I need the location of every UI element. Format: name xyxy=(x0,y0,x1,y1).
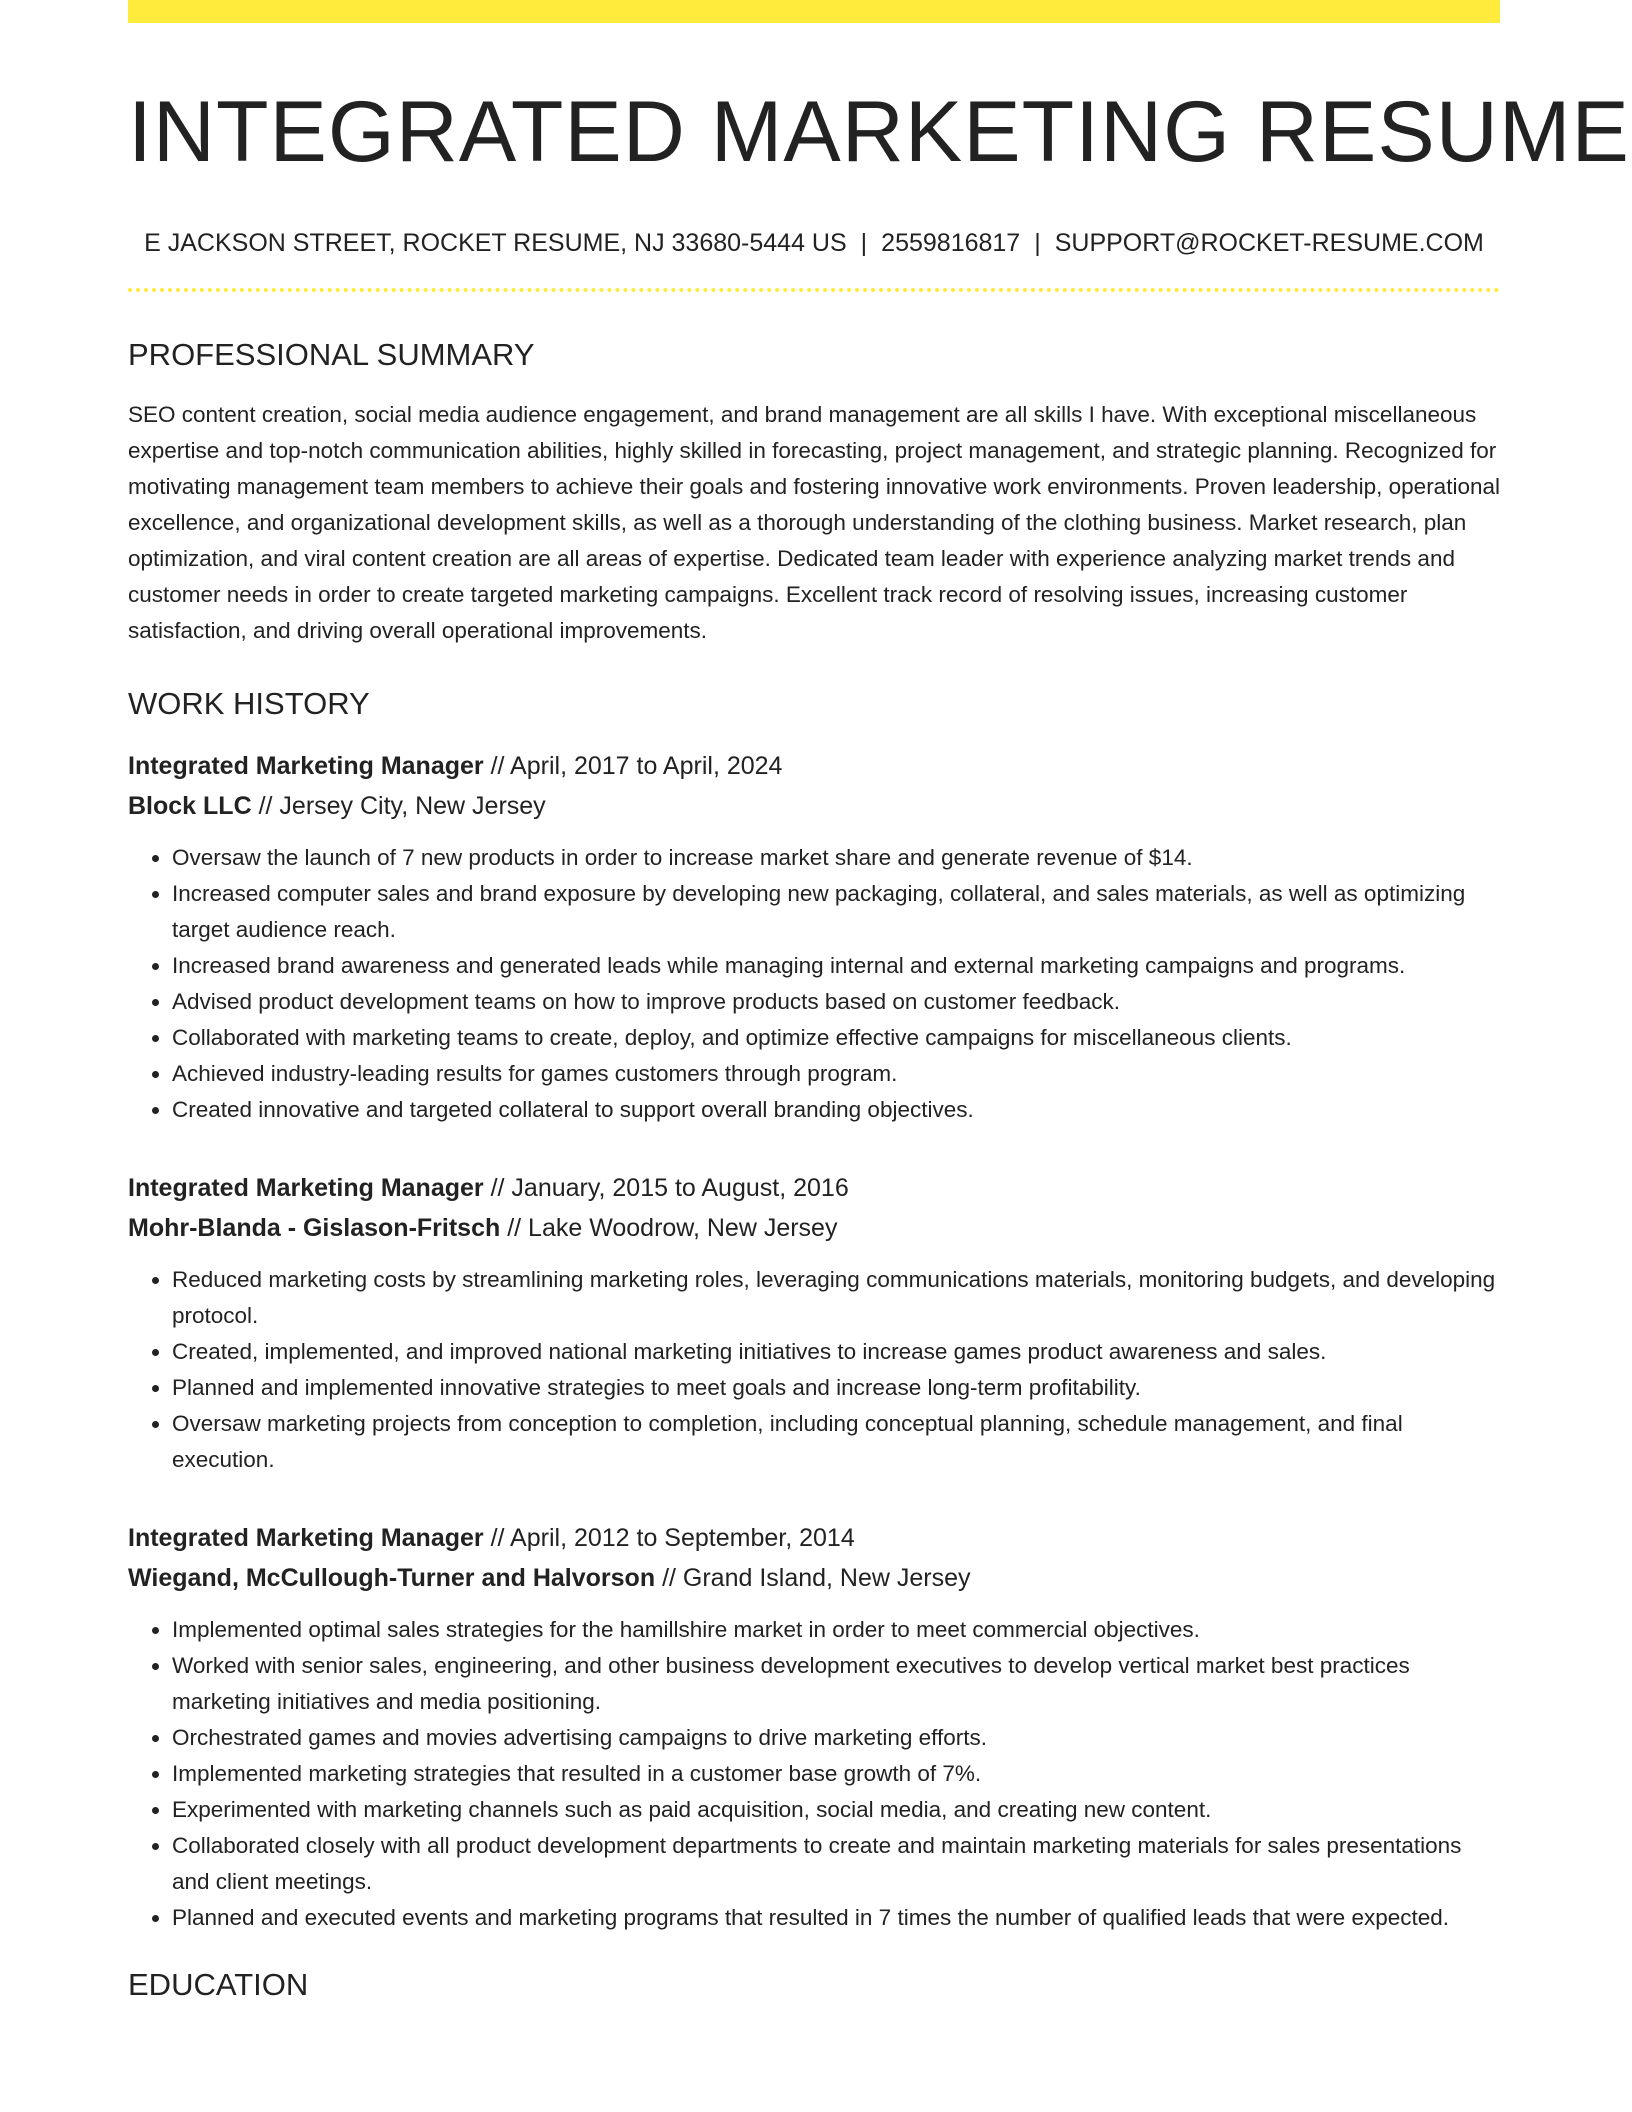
resume-title: INTEGRATED MARKETING RESUME xyxy=(128,84,1630,180)
job-bullet: • Implemented marketing strategies that resulted in a customer base growth of 7%. xyxy=(172,1756,1500,1792)
job-bullet: • Advised product development teams on how to improve products based on customer feedback. xyxy=(172,984,1500,1020)
contact-separator: | xyxy=(860,228,868,257)
job-bullet: • Orchestrated games and movies advertising campaigns to drive marketing efforts. xyxy=(172,1720,1500,1756)
job-company-line xyxy=(128,1208,1500,1248)
job-location: // Grand Island, New Jersey xyxy=(662,1564,971,1593)
contact-separator: | xyxy=(1034,228,1041,257)
job-company: Wiegand, McCullough-Turner and Halvorson xyxy=(128,1564,656,1593)
contact-line xyxy=(128,228,1500,258)
job-bullet: • Reduced marketing costs by streamlining marketing roles, leveraging communications materials, monitoring budgets, and developing protocol. xyxy=(172,1262,1500,1334)
job-company: Block LLC xyxy=(128,792,252,821)
contact-phone: 2559816817 xyxy=(881,228,1021,257)
job-bullet: • Created innovative and targeted collateral to support overall branding objectives. xyxy=(172,1092,1500,1128)
contact-address: E JACKSON STREET, ROCKET RESUME, NJ 33680-5444 US xyxy=(144,228,847,257)
job-bullet: • Oversaw marketing projects from conception to completion, including conceptual planning, schedule management, and final execution. xyxy=(172,1406,1500,1478)
job-title: Integrated Marketing Manager xyxy=(128,752,484,781)
job-bullets xyxy=(128,840,1500,1128)
job-bullet: • Achieved industry-leading results for games customers through program. xyxy=(172,1056,1500,1092)
job-bullet: • Experimented with marketing channels such as paid acquisition, social media, and creating new content. xyxy=(172,1792,1500,1828)
job-entry xyxy=(128,1518,1500,1936)
job-title-line xyxy=(128,1168,1500,1208)
resume-content xyxy=(128,23,1630,2003)
job-bullet: • Worked with senior sales, engineering, and other business development executives to develop vertical market best practices marketing initiatives and media positioning. xyxy=(172,1648,1500,1720)
job-entry xyxy=(128,1168,1500,1478)
job-bullet: • Oversaw the launch of 7 new products in order to increase market share and generate revenue of $14. xyxy=(172,840,1500,876)
job-company-line xyxy=(128,1558,1500,1598)
accent-top-bar xyxy=(128,0,1500,23)
dotted-divider xyxy=(128,288,1500,292)
job-bullets xyxy=(128,1262,1500,1478)
job-title: Integrated Marketing Manager xyxy=(128,1524,484,1553)
job-dates: // April, 2017 to April, 2024 xyxy=(490,752,783,781)
job-bullet: • Increased computer sales and brand exposure by developing new packaging, collateral, and sales materials, as well as optimizing target audience reach. xyxy=(172,876,1500,948)
summary-text: SEO content creation, social media audience engagement, and brand management are all skills I have. With exceptional miscellaneous expertise and top-notch communication abilities, highly skilled in forecasting, project management, and strategic planning. Recognized for motivating management team members to achieve their goals and fostering innovative work environments. Proven leadership, operational excellence, and organizational development skills, as well as a thorough understanding of the clothing business. Market research, plan optimization, and viral content creation are all areas of expertise. Dedicated team leader with experience analyzing market trends and customer needs in order to create targeted marketing campaigns. Excellent track record of resolving issues, increasing customer satisfaction, and driving overall operational improvements. xyxy=(128,402,1500,644)
summary-heading: PROFESSIONAL SUMMARY xyxy=(128,336,535,372)
job-bullet: • Created, implemented, and improved national marketing initiatives to increase games product awareness and sales. xyxy=(172,1334,1500,1370)
job-bullet: • Collaborated with marketing teams to create, deploy, and optimize effective campaigns for miscellaneous clients. xyxy=(172,1020,1500,1056)
work-history-heading: WORK HISTORY xyxy=(128,686,370,722)
job-title-line xyxy=(128,1518,1500,1558)
job-bullet: • Planned and executed events and marketing programs that resulted in 7 times the number of qualified leads that were expected. xyxy=(172,1900,1500,1936)
job-title-line xyxy=(128,746,1500,786)
job-title: Integrated Marketing Manager xyxy=(128,1174,484,1203)
contact-email[interactable]: SUPPORT@ROCKET-RESUME.COM xyxy=(1054,228,1484,257)
job-company-line xyxy=(128,786,1500,826)
job-location: // Lake Woodrow, New Jersey xyxy=(507,1214,838,1243)
job-bullet: • Increased brand awareness and generated leads while managing internal and external marketing campaigns and programs. xyxy=(172,948,1500,984)
job-bullet: • Implemented optimal sales strategies for the hamillshire market in order to meet commercial objectives. xyxy=(172,1612,1500,1648)
job-bullets xyxy=(128,1612,1500,1936)
job-location: // Jersey City, New Jersey xyxy=(258,792,546,821)
job-entry xyxy=(128,746,1500,1128)
job-dates: // January, 2015 to August, 2016 xyxy=(490,1174,849,1203)
job-company: Mohr-Blanda - Gislason-Fritsch xyxy=(128,1214,501,1243)
job-bullet: • Planned and implemented innovative strategies to meet goals and increase long-term profitability. xyxy=(172,1370,1500,1406)
job-dates: // April, 2012 to September, 2014 xyxy=(490,1524,855,1553)
education-heading: EDUCATION xyxy=(128,1967,309,2003)
job-bullet: • Collaborated closely with all product development departments to create and maintain marketing materials for sales presentations and client meetings. xyxy=(172,1828,1500,1900)
